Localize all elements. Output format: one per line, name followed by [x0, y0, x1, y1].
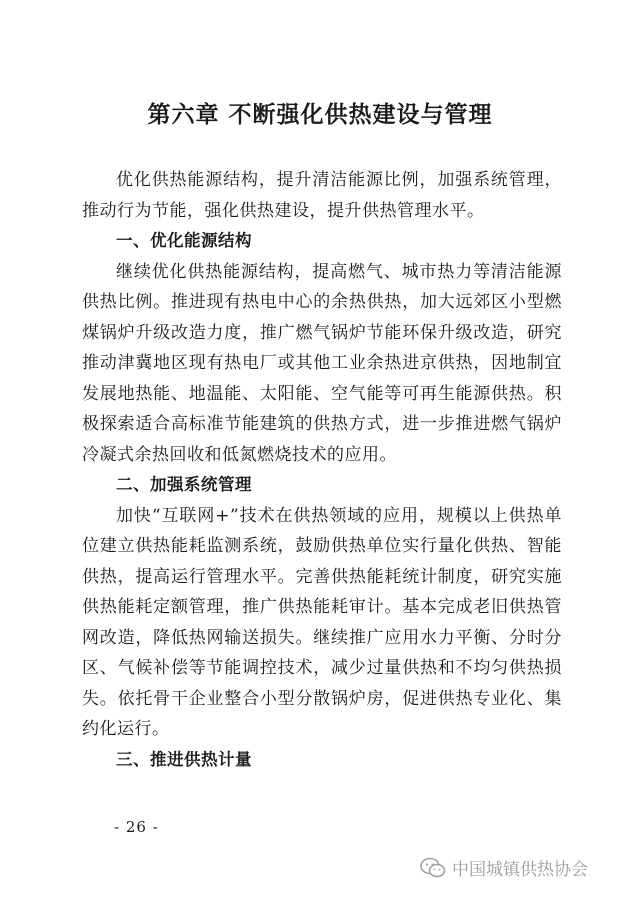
chapter-title: 第六章 不断强化供热建设与管理	[147, 101, 493, 128]
watermark-text: 中国城镇供热协会	[452, 860, 588, 880]
section-paragraph-1: 继续优化供热能源结构，提高燃气、城市热力等清洁能源供热比例。推进现有热电中心的余热供热，加大远郊区小型燃煤锅炉升级改造力度，推广燃气锅炉节能环保升级改造，研究推动津冀地区现有热电厂或其他工业余热进京供热，因地制宜发展地热能、地温能、太阳能、空气能等可再生能源供热。积极探索适合高标准节能建筑的供热方式，进一步推进燃气锅炉冷凝式余热回收和低氮燃烧技术的应用。	[82, 261, 562, 465]
wechat-icon	[420, 857, 446, 879]
section-heading-1: 一、优化能源结构	[116, 231, 252, 250]
section-heading-3: 三、推进供热计量	[116, 749, 252, 769]
intro-paragraph: 优化供热能源结构，提升清洁能源比例，加强系统管理，推动行为节能，强化供热建设，提升供热管理水平。	[82, 170, 562, 221]
page-number: - 26 -	[114, 818, 159, 836]
section-heading-2: 二、加强系统管理	[116, 475, 252, 494]
document-body	[82, 165, 562, 775]
section-paragraph-2: 加快“互联网+”技术在供热领域的应用，规模以上供热单位建立供热能耗监测系统，鼓励供热单位实行量化供热、智能供热，提高运行管理水平。完善供热能耗统计制度，研究实施供热能耗定额管理，推广供热能耗审计。基本完成老旧供热管网改造，降低热网输送损失。继续推广应用水力平衡、分时分区、气候补偿等节能调控技术，减少过量供热和不均匀供热损失。依托骨干企业整合小型分散锅炉房，促进供热专业化、集约化运行。	[82, 505, 562, 739]
watermark	[420, 855, 588, 880]
